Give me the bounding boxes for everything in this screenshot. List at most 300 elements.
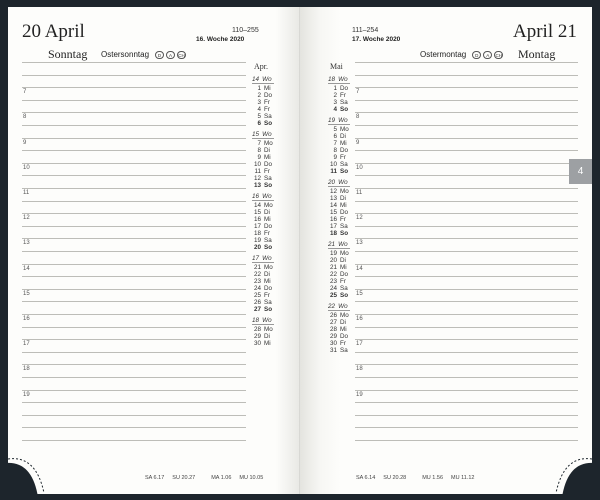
ruled-line (355, 163, 578, 164)
calendar-weekday: Mi (340, 326, 347, 333)
calendar-number: 2 (333, 92, 337, 99)
calendar-number: 6 (333, 133, 337, 140)
ruled-line (355, 402, 578, 403)
calendar-number: 4 (257, 106, 261, 113)
calendar-day-row (252, 182, 278, 189)
calendar-day-row (252, 113, 278, 120)
calendar-weekday: Sa (264, 175, 272, 182)
ruled-line (22, 352, 246, 353)
badge-d: D (472, 51, 481, 59)
left-page (8, 7, 300, 494)
hour-label: 13 (23, 240, 30, 247)
calendar-day-row (252, 202, 278, 209)
ruled-line (355, 289, 578, 290)
hour-label: 17 (356, 341, 363, 348)
calendar-number: 13 (253, 182, 261, 189)
hour-label: 17 (23, 341, 30, 348)
calendar-weekday: Fr (264, 230, 270, 237)
ruled-line (355, 339, 578, 340)
ruled-line (355, 352, 578, 353)
footer-sunrise: SA 6.14 (356, 475, 376, 481)
ruled-line (22, 238, 246, 239)
hour-label: 14 (356, 265, 363, 272)
calendar-weekday: Wo (262, 193, 272, 200)
calendar-day-row (252, 278, 278, 285)
ruled-line (355, 238, 578, 239)
calendar-weekday: Mo (264, 202, 273, 209)
calendar-weekday: Di (264, 271, 270, 278)
ruled-line (22, 402, 246, 403)
right-date (513, 21, 577, 43)
ruled-line (22, 289, 246, 290)
calendar-day-row (328, 195, 354, 202)
month-tab[interactable]: 4 (569, 159, 592, 184)
calendar-number: 12 (329, 188, 337, 195)
calendar-number: 9 (333, 154, 337, 161)
calendar-number: 18 (328, 76, 336, 83)
calendar-weekday: Mi (264, 154, 271, 161)
ruled-line (355, 62, 578, 63)
may-month-label: Mai (330, 62, 343, 71)
calendar-day-row (328, 285, 354, 292)
calendar-number: 31 (329, 347, 337, 354)
calendar-weekday: Di (264, 209, 270, 216)
calendar-number: 5 (333, 126, 337, 133)
badge-a: A (483, 51, 492, 59)
calendar-weekday: Wo (338, 303, 348, 310)
calendar-number: 7 (257, 140, 261, 147)
calendar-day-row (328, 99, 354, 106)
calendar-day-row (252, 271, 278, 278)
calendar-day-row (328, 223, 354, 230)
calendar-day-row (252, 340, 278, 347)
calendar-number: 2 (257, 92, 261, 99)
calendar-weekday: Do (340, 85, 349, 92)
calendar-weekday: Di (340, 195, 346, 202)
right-page (300, 7, 592, 494)
ruled-line (22, 150, 246, 151)
calendar-weekday: Mo (340, 312, 349, 319)
calendar-number: 13 (329, 195, 337, 202)
ruled-line (355, 440, 578, 441)
calendar-day-row (252, 230, 278, 237)
calendar-weekday: Mi (340, 202, 347, 209)
calendar-week-row (328, 179, 350, 187)
ruled-line (355, 201, 578, 202)
calendar-weekday: Mo (264, 326, 273, 333)
footer-sunset: SU 20.27 (172, 475, 196, 481)
left-holiday-name: Ostersonntag (101, 50, 150, 59)
calendar-number: 26 (253, 299, 261, 306)
calendar-number: 20 (329, 257, 337, 264)
hour-label: 19 (23, 391, 30, 398)
calendar-day-row (328, 202, 354, 209)
hour-label: 11 (356, 190, 363, 196)
ruled-line (355, 226, 578, 227)
calendar-weekday: Mo (340, 250, 349, 257)
calendar-weekday: Wo (338, 179, 348, 186)
calendar-weekday: Do (340, 271, 349, 278)
hour-label: 11 (23, 190, 30, 196)
ruled-line (22, 138, 246, 139)
calendar-day-row (328, 319, 354, 326)
calendar-weekday: Di (340, 257, 346, 264)
badge-ch: CH (495, 52, 502, 58)
calendar-day-row (252, 92, 278, 99)
calendar-number: 22 (328, 303, 336, 310)
calendar-number: 11 (254, 168, 261, 175)
calendar-number: 20 (328, 179, 336, 186)
ruled-line (355, 112, 578, 113)
calendar-week-row (252, 131, 274, 139)
hour-label: 7 (356, 89, 360, 96)
hour-label: 10 (356, 164, 363, 171)
calendar-weekday: Wo (262, 255, 272, 262)
ruled-line (355, 390, 578, 391)
calendar-weekday: Fr (340, 154, 346, 161)
badge-d: D (155, 51, 164, 59)
calendar-number: 21 (253, 264, 261, 271)
ruled-line (22, 251, 246, 252)
calendar-day-row (328, 257, 354, 264)
calendar-weekday: Fr (264, 168, 270, 175)
footer-moonset: MU 10.05 (239, 475, 264, 481)
calendar-weekday: Mo (264, 264, 273, 271)
ruled-line (22, 188, 246, 189)
ruled-line (355, 251, 578, 252)
calendar-week-row (252, 255, 274, 263)
left-week-label: 16. Woche 2020 (196, 36, 245, 43)
calendar-number: 16 (329, 216, 337, 223)
calendar-number: 19 (329, 250, 337, 257)
calendar-weekday: Mi (264, 216, 271, 223)
ruled-line (22, 201, 246, 202)
calendar-weekday: Mo (340, 126, 349, 133)
calendar-weekday: Mi (264, 278, 271, 285)
calendar-day-row (328, 140, 354, 147)
hour-label: 10 (23, 164, 30, 171)
calendar-number: 5 (257, 113, 261, 120)
calendar-weekday: Fr (340, 216, 346, 223)
calendar-weekday: Mi (340, 264, 347, 271)
footer-moonrise: MU 1.56 (422, 475, 444, 481)
calendar-day-row (328, 209, 354, 216)
calendar-day-row (252, 168, 278, 175)
right-month: April (513, 21, 554, 42)
calendar-day-row (328, 161, 354, 168)
left-corner-ornament (8, 447, 66, 494)
calendar-week-row (328, 303, 350, 311)
calendar-weekday: Sa (340, 99, 348, 106)
ruled-line (355, 125, 578, 126)
ruled-line (22, 440, 246, 441)
calendar-day-row (328, 250, 354, 257)
calendar-number: 30 (329, 340, 337, 347)
calendar-weekday: Wo (262, 76, 272, 83)
calendar-weekday: Mo (340, 188, 349, 195)
calendar-day-row (328, 154, 354, 161)
ruled-line (22, 112, 246, 113)
calendar-number: 23 (329, 278, 337, 285)
ruled-line (22, 175, 246, 176)
calendar-week-row (328, 76, 350, 84)
footer-moonrise: MA 1.06 (211, 475, 232, 481)
calendar-number: 29 (329, 333, 337, 340)
calendar-weekday: Sa (264, 237, 272, 244)
calendar-weekday: Fr (264, 99, 270, 106)
calendar-number: 11 (330, 168, 337, 175)
hour-label: 16 (23, 316, 30, 322)
hour-label: 8 (356, 114, 360, 121)
left-date (22, 21, 85, 43)
calendar-week-row (328, 117, 350, 125)
ruled-line (22, 75, 246, 76)
ruled-line (355, 301, 578, 302)
calendar-weekday: So (264, 120, 273, 127)
calendar-weekday: Sa (264, 299, 272, 306)
ruled-line (22, 327, 246, 328)
calendar-weekday: Wo (262, 131, 272, 138)
left-weekday: Sonntag (48, 47, 88, 61)
right-day-counter: 111–254 (352, 27, 379, 34)
calendar-day-row (328, 230, 354, 237)
calendar-day-row (252, 216, 278, 223)
hour-label: 15 (23, 290, 30, 297)
calendar-day-row (252, 285, 278, 292)
hour-label: 18 (23, 366, 30, 373)
calendar-day-row (328, 347, 354, 354)
calendar-number: 27 (329, 319, 337, 326)
calendar-weekday: Do (340, 147, 349, 154)
calendar-number: 25 (329, 292, 337, 299)
calendar-number: 19 (253, 237, 261, 244)
calendar-number: 15 (329, 209, 337, 216)
calendar-day-row (252, 154, 278, 161)
calendar-day-row (328, 326, 354, 333)
calendar-day-row (328, 133, 354, 140)
ruled-line (355, 188, 578, 189)
calendar-weekday: Do (264, 285, 273, 292)
ruled-line (355, 138, 578, 139)
calendar-weekday: Di (264, 147, 270, 154)
calendar-number: 9 (257, 154, 261, 161)
calendar-number: 16 (252, 193, 260, 200)
calendar-weekday: Fr (340, 92, 346, 99)
ruled-line (22, 364, 246, 365)
april-calendar (252, 62, 278, 347)
left-day-counter: 110–255 (232, 27, 259, 34)
calendar-day-row (252, 161, 278, 168)
calendar-weekday: Fr (340, 278, 346, 285)
calendar-weekday: Do (340, 209, 349, 216)
calendar-day-row (252, 106, 278, 113)
footer-moonset: MU 11.12 (451, 475, 475, 481)
right-week-label: 17. Woche 2020 (352, 36, 401, 43)
calendar-day-row (252, 120, 278, 127)
calendar-weekday: Do (264, 223, 273, 230)
right-holiday-name: Ostermontag (420, 50, 467, 59)
calendar-weekday: Wo (338, 76, 348, 83)
calendar-week-row (328, 241, 350, 249)
calendar-number: 19 (328, 117, 336, 124)
badge-ch: CH (178, 52, 185, 58)
right-day-number: 21 (557, 21, 577, 42)
right-holiday (420, 50, 503, 59)
calendar-day-row (252, 299, 278, 306)
calendar-day-row (252, 85, 278, 92)
calendar-number: 10 (253, 161, 261, 168)
calendar-weekday: Fr (264, 106, 270, 113)
calendar-number: 15 (253, 209, 261, 216)
right-footer (356, 475, 474, 481)
calendar-number: 23 (253, 278, 261, 285)
calendar-weekday: Mi (264, 85, 271, 92)
ruled-line (355, 264, 578, 265)
hour-label: 18 (356, 366, 363, 373)
calendar-day-row (252, 326, 278, 333)
hour-label: 12 (356, 215, 363, 222)
ruled-line (22, 415, 246, 416)
ruled-line (22, 314, 246, 315)
calendar-day-row (252, 306, 278, 313)
calendar-day-row (252, 264, 278, 271)
ruled-line (22, 301, 246, 302)
calendar-day-row (328, 292, 354, 299)
calendar-number: 21 (328, 241, 336, 248)
ruled-line (355, 175, 578, 176)
calendar-day-row (328, 278, 354, 285)
calendar-weekday: Mo (264, 140, 273, 147)
calendar-number: 17 (253, 223, 261, 230)
calendar-weekday: Wo (262, 317, 272, 324)
calendar-number: 18 (252, 317, 260, 324)
left-day-number: 20 (22, 21, 41, 42)
ruled-line (355, 364, 578, 365)
footer-sunrise: SA 6.17 (145, 475, 165, 481)
footer-sunset: SU 20.28 (383, 475, 407, 481)
calendar-number: 14 (252, 76, 260, 83)
calendar-day-row (328, 168, 354, 175)
ruled-line (22, 390, 246, 391)
calendar-week-row (252, 193, 274, 201)
may-calendar (328, 62, 354, 354)
ruled-line (355, 100, 578, 101)
april-month-label: Apr. (254, 62, 268, 71)
hour-label: 12 (23, 215, 30, 222)
calendar-day-row (328, 106, 354, 113)
ruled-line (22, 213, 246, 214)
hour-label: 7 (23, 89, 27, 96)
hour-label: 15 (356, 290, 363, 297)
hour-label: 9 (356, 139, 360, 146)
calendar-number: 18 (329, 230, 337, 237)
ruled-line (22, 276, 246, 277)
calendar-number: 27 (253, 306, 261, 313)
ruled-line (355, 276, 578, 277)
calendar-number: 22 (329, 271, 337, 278)
badge-a: A (166, 51, 175, 59)
ruled-line (355, 377, 578, 378)
calendar-weekday: Do (264, 92, 273, 99)
calendar-weekday: Fr (264, 292, 270, 299)
calendar-day-row (328, 85, 354, 92)
ruled-line (355, 87, 578, 88)
ruled-line (22, 87, 246, 88)
calendar-number: 22 (253, 271, 261, 278)
calendar-number: 8 (257, 147, 261, 154)
calendar-day-row (328, 333, 354, 340)
right-corner-ornament (534, 447, 592, 494)
ruled-line (22, 125, 246, 126)
hour-label: 9 (23, 139, 27, 146)
calendar-number: 29 (253, 333, 261, 340)
ruled-line (355, 314, 578, 315)
calendar-number: 17 (329, 223, 337, 230)
left-month: April (44, 21, 85, 42)
calendar-number: 25 (253, 292, 261, 299)
calendar-day-row (252, 333, 278, 340)
hour-label: 13 (356, 240, 363, 247)
ruled-line (22, 377, 246, 378)
calendar-number: 4 (333, 106, 337, 113)
calendar-weekday: Sa (340, 347, 348, 354)
calendar-day-row (252, 209, 278, 216)
calendar-weekday: So (340, 292, 349, 299)
calendar-number: 28 (329, 326, 337, 333)
calendar-week-row (252, 76, 274, 84)
calendar-weekday: Mi (340, 140, 347, 147)
calendar-weekday: Fr (340, 340, 346, 347)
calendar-weekday: Sa (264, 113, 272, 120)
ruled-line (22, 163, 246, 164)
calendar-day-row (328, 264, 354, 271)
calendar-day-row (252, 175, 278, 182)
calendar-number: 3 (333, 99, 337, 106)
calendar-number: 15 (252, 131, 260, 138)
calendar-day-row (252, 147, 278, 154)
hour-label: 16 (356, 316, 363, 322)
ruled-line (355, 213, 578, 214)
calendar-day-row (328, 271, 354, 278)
left-holiday (101, 50, 186, 59)
calendar-weekday: So (264, 306, 273, 313)
calendar-weekday: Wo (338, 117, 348, 124)
ruled-line (22, 226, 246, 227)
calendar-number: 10 (329, 161, 337, 168)
calendar-day-row (252, 244, 278, 251)
calendar-day-row (252, 140, 278, 147)
calendar-weekday: Sa (340, 223, 348, 230)
ruled-line (355, 415, 578, 416)
ruled-line (355, 327, 578, 328)
right-weekday: Montag (518, 47, 556, 61)
calendar-day-row (328, 188, 354, 195)
calendar-number: 1 (257, 85, 261, 92)
calendar-number: 16 (253, 216, 261, 223)
calendar-day-row (328, 92, 354, 99)
calendar-day-row (328, 216, 354, 223)
calendar-weekday: So (264, 182, 273, 189)
calendar-number: 30 (253, 340, 261, 347)
calendar-day-row (252, 292, 278, 299)
ruled-line (355, 150, 578, 151)
calendar-number: 14 (329, 202, 337, 209)
calendar-number: 24 (329, 285, 337, 292)
calendar-day-row (252, 237, 278, 244)
calendar-number: 8 (333, 147, 337, 154)
calendar-weekday: Do (264, 161, 273, 168)
ruled-line (22, 264, 246, 265)
